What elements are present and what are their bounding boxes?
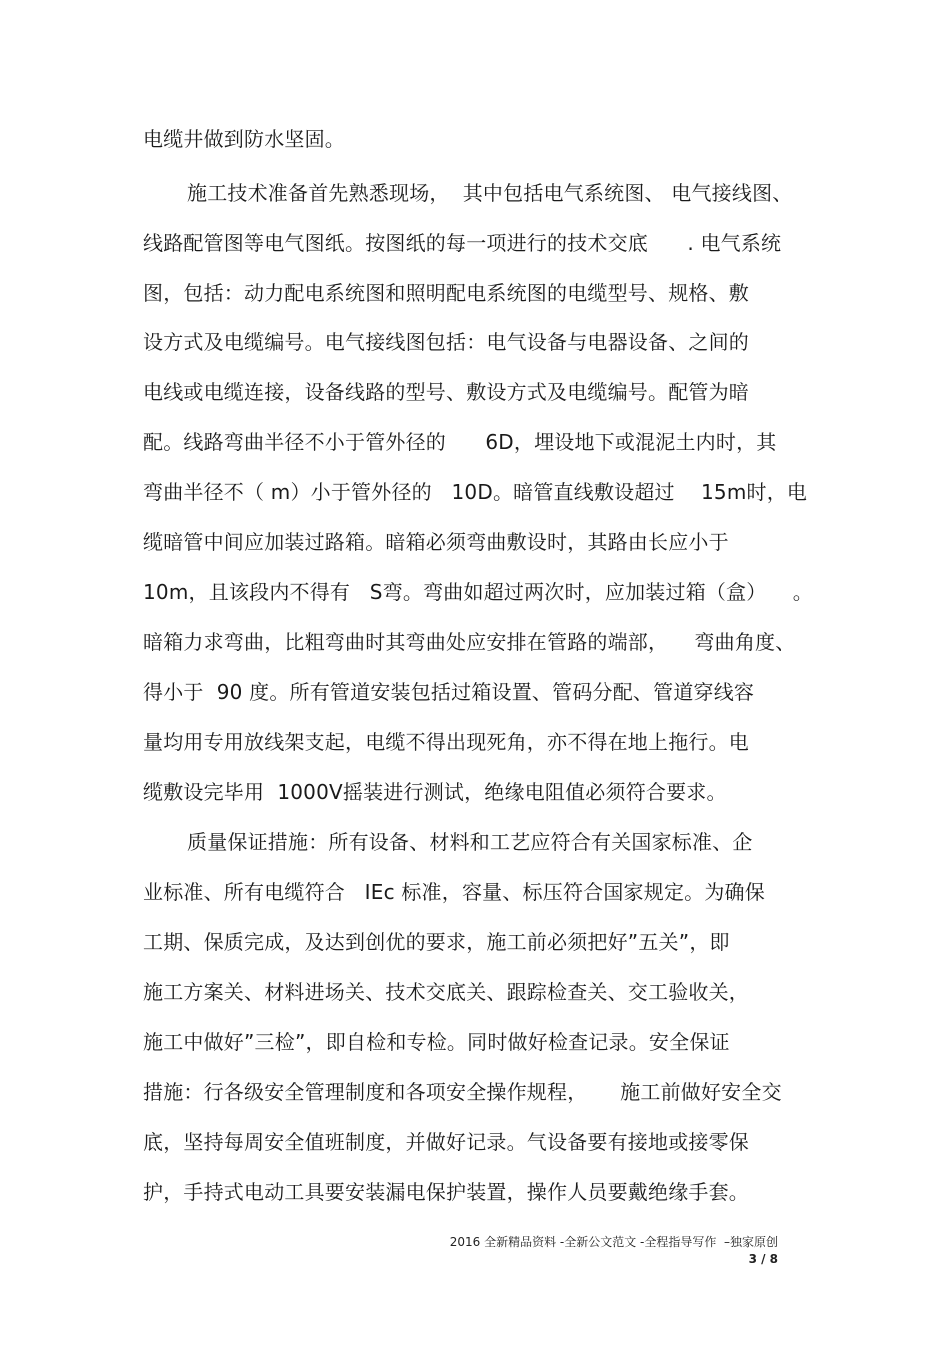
body-line: 图，包括：动力配电系统图和照明配电系统图的电缆型号、规格、敷 bbox=[143, 281, 749, 305]
page-number: 3 / 8 bbox=[748, 1252, 778, 1266]
body-line: 量均用专用放线架支起，电缆不得出现死角，亦不得在地上拖行。电 bbox=[143, 730, 749, 754]
body-line: 施工中做好”三检”，即自检和专检。同时做好检查记录。安全保证 bbox=[143, 1030, 730, 1054]
body-line: 施工方案关、材料进场关、技术交底关、跟踪检查关、交工验收关， bbox=[143, 980, 749, 1004]
body-line: 设方式及电缆编号。电气接线图包括：电气设备与电器设备、之间的 bbox=[143, 330, 749, 354]
body-line: 暗箱力求弯曲，比粗弯曲时其弯曲处应安排在管路的端部， 弯曲角度、 bbox=[143, 630, 796, 654]
body-line: 得小于 90 度。所有管道安装包括过箱设置、管码分配、管道穿线容 bbox=[143, 680, 755, 704]
body-line: 电线或电缆连接，设备线路的型号、敷设方式及电缆编号。配管为暗 bbox=[143, 380, 749, 404]
body-line: 底，坚持每周安全值班制度，并做好记录。气设备要有接地或接零保 bbox=[143, 1130, 749, 1154]
body-line: 护，手持式电动工具要安装漏电保护装置，操作人员要戴绝缘手套。 bbox=[143, 1180, 749, 1204]
body-line: 施工技术准备首先熟悉现场， 其中包括电气系统图、 电气接线图、 bbox=[187, 181, 793, 205]
body-line: 质量保证措施：所有设备、材料和工艺应符合有关国家标准、企 bbox=[187, 830, 753, 854]
body-line: 线路配管图等电气图纸。按图纸的每一项进行的技术交底 . 电气系统 bbox=[143, 231, 782, 255]
body-line: 措施：行各级安全管理制度和各项安全操作规程， 施工前做好安全交 bbox=[143, 1080, 782, 1104]
footer-text: 2016 全新精品资料 -全新公文范文 -全程指导写作 –独家原创 bbox=[449, 1235, 778, 1249]
body-line: 缆敷设完毕用 1000V摇装进行测试，绝缘电阻值必须符合要求。 bbox=[143, 780, 727, 804]
body-line: 弯曲半径不（ m）小于管外径的 10D。暗管直线敷设超过 15m时，电 bbox=[143, 480, 808, 504]
body-line: 电缆井做到防水坚固。 bbox=[143, 127, 345, 151]
body-line: 配。线路弯曲半径不小于管外径的 6D，埋设地下或混泥土内时，其 bbox=[143, 430, 777, 454]
body-line: 10m，且该段内不得有 S弯。弯曲如超过两次时，应加装过箱（盒） 。 bbox=[143, 580, 813, 604]
body-line: 缆暗管中间应加装过路箱。暗箱必须弯曲敷设时，其路由长应小于 bbox=[143, 530, 729, 554]
body-line: 工期、保质完成，及达到创优的要求，施工前必须把好”五关”，即 bbox=[143, 930, 730, 954]
body-line: 业标准、所有电缆符合 IEc 标准，容量、标压符合国家规定。为确保 bbox=[143, 880, 765, 904]
